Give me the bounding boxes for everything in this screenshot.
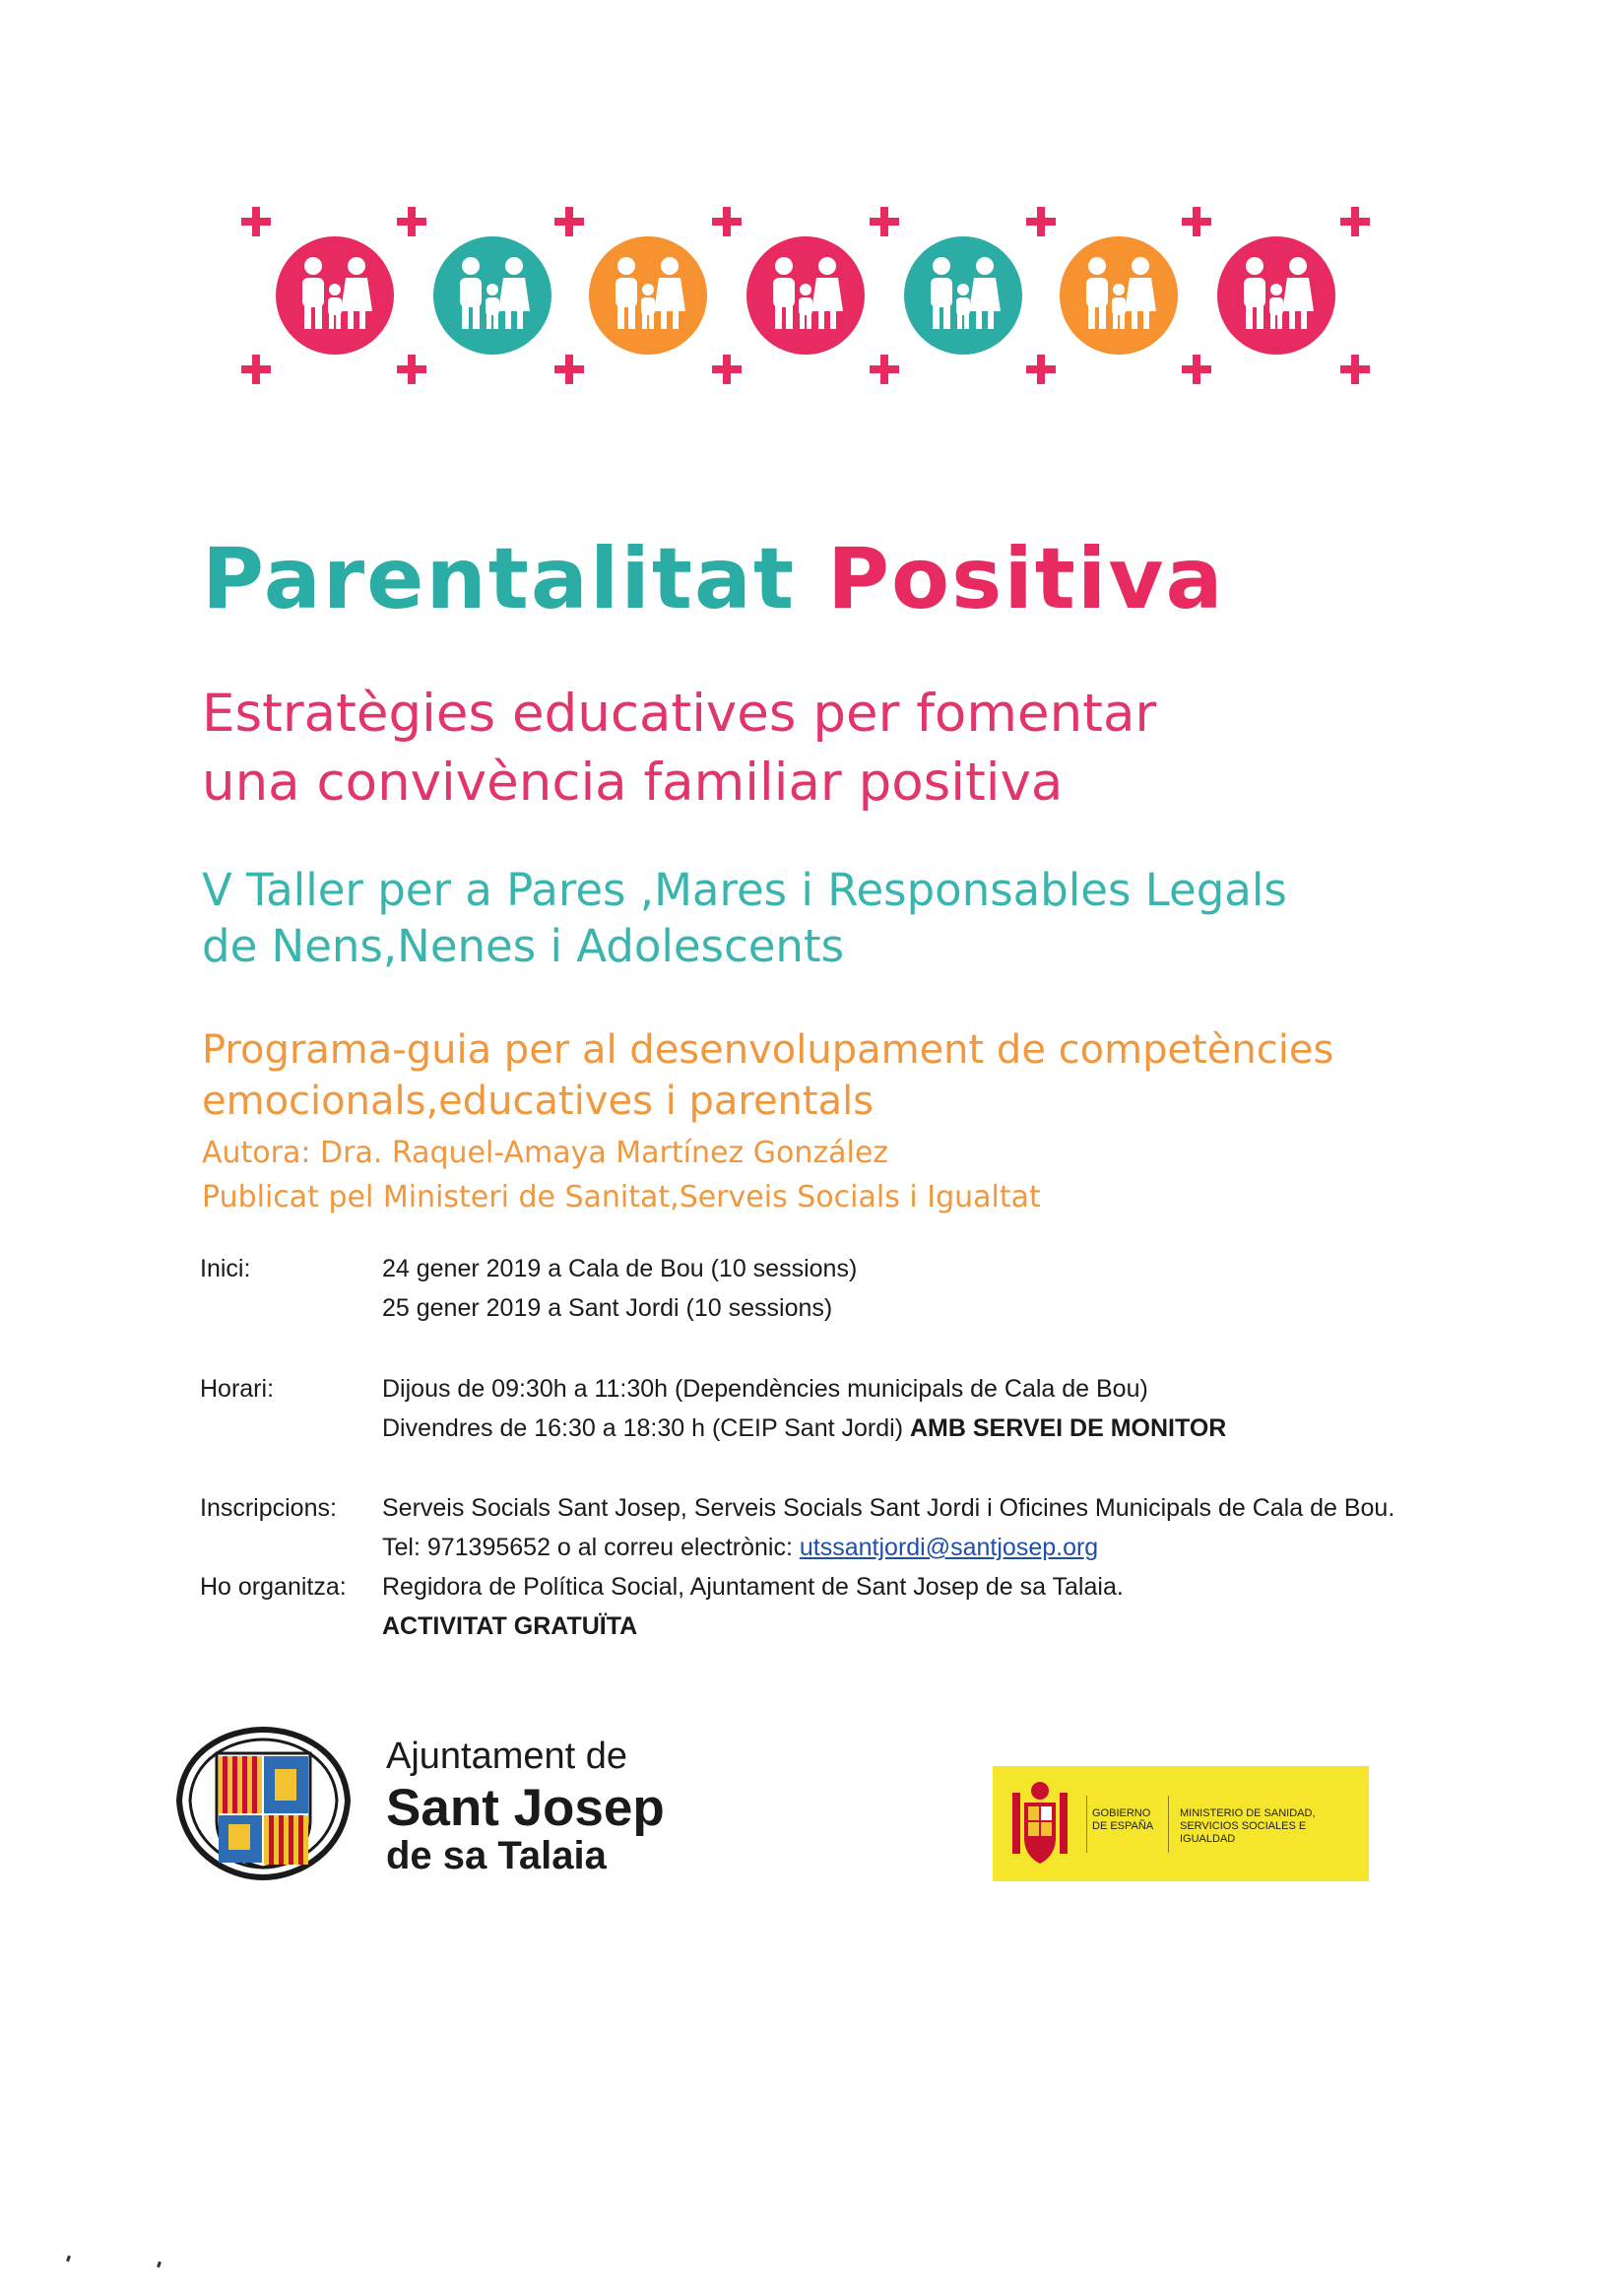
gobierno-label: GOBIERNO DE ESPAÑA	[1092, 1807, 1154, 1832]
gobierno-text	[1092, 1807, 1161, 1833]
scan-speck	[66, 2256, 71, 2263]
family-icon-circle	[589, 236, 707, 355]
plus-icon	[1026, 207, 1056, 236]
ajuntament-line-3: de sa Talaia	[386, 1834, 607, 1877]
plus-icon	[1182, 355, 1211, 384]
inscripcions-label: Inscripcions:	[200, 1494, 337, 1522]
family-icons-banner	[227, 192, 1389, 399]
ministerio-label: MINISTERIO DE SANIDAD, SERVICIOS SOCIALES E IGUALDAD	[1180, 1807, 1316, 1845]
phone-text: Tel: 971395652 o al correu electrònic:	[382, 1534, 793, 1561]
author-credit: Autora: Dra. Raquel-Amaya Martínez González	[202, 1136, 889, 1170]
plus-icon	[712, 207, 742, 236]
subtitle	[202, 680, 1156, 818]
logo-divider	[1168, 1796, 1169, 1853]
municipal-crest-logo	[172, 1722, 355, 1884]
workshop-line-1: V Taller per a Pares ,Mares i Responsables Legals	[202, 864, 1287, 916]
family-icon-circle	[904, 236, 1022, 355]
horari-label: Horari:	[200, 1375, 275, 1403]
family-icon-circle	[1060, 236, 1178, 355]
publisher-credit: Publicat pel Ministeri de Sanitat,Serveis Socials i Igualtat	[202, 1180, 1041, 1214]
plus-icon	[397, 207, 426, 236]
inici-line-1: 24 gener 2019 a Cala de Bou (10 sessions)	[382, 1255, 858, 1282]
plus-icon	[241, 355, 271, 384]
title-word-parentalitat: Parentalitat	[202, 530, 797, 628]
family-icon-circle	[746, 236, 865, 355]
program-line-2: emocionals,educatives i parentals	[202, 1079, 875, 1124]
plus-icon	[870, 355, 899, 384]
plus-icon	[1340, 207, 1370, 236]
credits	[202, 1131, 1041, 1219]
workshop-heading	[202, 862, 1287, 974]
monitor-service-note: AMB SERVEI DE MONITOR	[909, 1414, 1227, 1442]
plus-icon	[1340, 355, 1370, 384]
plus-icon	[870, 207, 899, 236]
organitza-line-1: Regidora de Política Social, Ajuntament de Sant Josep de sa Talaia.	[382, 1573, 1124, 1601]
horari-line-2-text: Divendres de 16:30 a 18:30 h (CEIP Sant Jordi)	[382, 1414, 904, 1442]
inscripcions-line-2	[382, 1528, 1098, 1567]
ajuntament-line-2: Sant Josep	[386, 1779, 665, 1837]
plus-icon	[1026, 355, 1056, 384]
email-link[interactable]: utssantjordi@santjosep.org	[799, 1534, 1099, 1561]
free-activity-text: ACTIVITAT GRATUÏTA	[382, 1612, 638, 1640]
page-title	[202, 530, 1225, 628]
plus-icon	[554, 207, 584, 236]
ministerio-text	[1180, 1807, 1357, 1846]
free-activity-note	[382, 1607, 637, 1646]
family-icon-circle	[433, 236, 551, 355]
subtitle-line-1: Estratègies educatives per fomentar	[202, 684, 1157, 744]
plus-icon	[241, 207, 271, 236]
scan-speck	[157, 2262, 162, 2268]
plus-icon	[1182, 207, 1211, 236]
family-icon-circle	[276, 236, 394, 355]
program-line-1: Programa-guia per al desenvolupament de competències	[202, 1027, 1334, 1073]
inici-label: Inici:	[200, 1255, 251, 1282]
title-word-positiva: Positiva	[827, 530, 1225, 628]
program-heading	[202, 1024, 1333, 1127]
workshop-line-2: de Nens,Nenes i Adolescents	[202, 920, 845, 972]
horari-line-2	[382, 1409, 1226, 1448]
plus-icon	[712, 355, 742, 384]
organitza-label: Ho organitza:	[200, 1573, 347, 1601]
inscripcions-line-1: Serveis Socials Sant Josep, Serveis Socials Sant Jordi i Oficines Municipals de Cala de Bou.	[382, 1494, 1395, 1522]
inici-line-2: 25 gener 2019 a Sant Jordi (10 sessions)	[382, 1294, 833, 1322]
spain-coat-of-arms-icon	[1006, 1779, 1073, 1870]
ajuntament-line-1: Ajuntament de	[386, 1736, 628, 1777]
plus-icon	[397, 355, 426, 384]
plus-icon	[554, 355, 584, 384]
logo-divider	[1086, 1796, 1087, 1853]
horari-line-1: Dijous de 09:30h a 11:30h (Dependències municipals de Cala de Bou)	[382, 1375, 1148, 1403]
subtitle-line-2: una convivència familiar positiva	[202, 753, 1064, 813]
family-icon-circle	[1217, 236, 1335, 355]
